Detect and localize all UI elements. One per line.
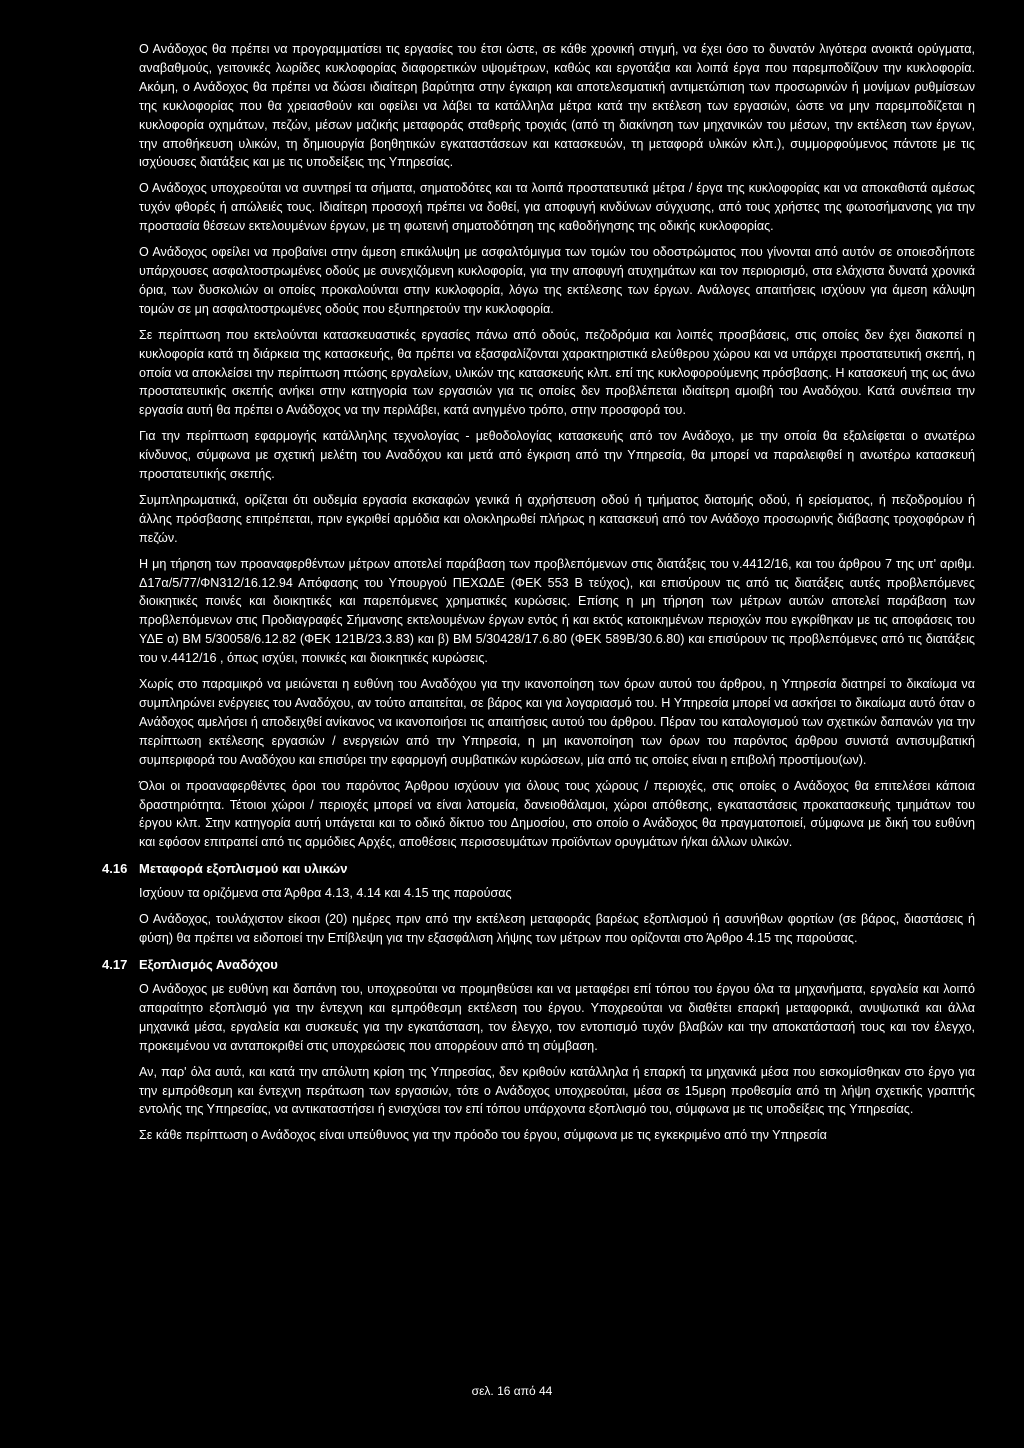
paragraph-asphalt-covering: Ο Ανάδοχος οφείλει να προβαίνει στην άμεση επικάλυψη με ασφαλτόμιγμα των τομών του οδοστρώματος που γίνονται από αυτόν σε οποιεσδήποτε υπάρχουσες ασφαλτοστρωμένες οδούς με συνεχιζόμενη κυκλοφορία, για την αποφυγή ατυχημάτων και τον περιορισμό, στα ελάχιστα δυνατά χρονικά όρια, των δυσκολιών οι οποίες προκαλούνται στην κυκλοφορία, λόγω της εκτέλεσης των έργων. Ανάλογες απαιτήσεις ισχύουν για άμεση κάλυψη τομών σε μη ασφαλτοστρωμένες οδούς που εξυπηρετούν την κυκλοφορία.: [139, 245, 975, 316]
paragraph-equipment-transport-rules: Ισχύουν τα οριζόμενα στα Άρθρα 4.13, 4.14 και 4.15 της παρούσας: [139, 886, 512, 901]
section-title: Μεταφορά εξοπλισμού και υλικών: [139, 861, 348, 877]
paragraph-equipment-replacement: Αν, παρ' όλα αυτά, και κατά την απόλυτη κρίση της Υπηρεσίας, δεν κριθούν κατάλληλα ή επαρκή τα μηχανικά μέσα που εισκομίσθηκαν στο έργο για την εμπρόθεσμη και έντεχνη περάτωση των εργασιών, τότε ο Ανάδοχος υποχρεούται, μέσα σε 15μερη προθεσμία από τη λήψη σχετικής γραπτής εντολής της Υπηρεσίας, να αντικαταστήσει ή ενισχύσει τον επί τόπου υπάρχοντα εξοπλισμό του, σύμφωνα με τις υποδείξεις της Υπηρεσίας.: [139, 1064, 975, 1117]
paragraph-progress-responsibility: Σε κάθε περίπτωση ο Ανάδοχος είναι υπεύθυνος για την πρόοδο του έργου, σύμφωνα με τις εγκεκριμένο από την Υπηρεσία: [139, 1128, 827, 1143]
section-heading-416: [102, 859, 975, 878]
paragraph-traffic-planning: Ο Ανάδοχος θα πρέπει να προγραμματίσει τις εργασίες του έτσι ώστε, σε κάθε χρονική στιγμή, να έχει όσο το δυνατόν λιγότερα ανοικτά ορύγματα, αναβαθμούς, γειτονικές λωρίδες κυκλοφορίας διαφορετικών υψομέτρων, καθώς και εργοτάξια και λοιπά έργα που παρεμποδίζουν την κυκλοφορία. Ακόμη, ο Ανάδοχος θα πρέπει να δώσει ιδιαίτερη βαρύτητα στην έγκαιρη και αποτελεσματική αντιμετώπιση των προσωρινών ή μονίμων ρυθμίσεων της κυκλοφορίας που θα χρειασθούν και οφείλει να λάβει τα κατάλληλα μέτρα κατά την εκτέλεση των εργασιών, ώστε να μην παρεμποδίζεται η κυκλοφορία οχημάτων, πεζών, μέσων μαζικής μεταφοράς σταθερής τροχιάς (από τη διακίνηση των μηχανικών του μέσων, την εκτέλεση των έργων, την αποθήκευση υλικών, τη δημιουργία βοηθητικών εγκαταστάσεων και κατασκευών, τη μεταφορά υλικών κλπ.), συμμορφούμενος πάντοτε με τις ισχύουσες διατάξεις και με τις υποδείξεις της Υπηρεσίας.: [139, 42, 975, 170]
paragraph-heavy-load-notice: Ο Ανάδοχος, τουλάχιστον είκοσι (20) ημέρες πριν από την εκτέλεση μεταφοράς βαρέως εξοπλισμού ή ασυνήθων φορτίων (σε βάρος, διαστάσεις ή φύση) θα πρέπει να ειδοποιεί την Επίβλεψη για την εξασφάλιση λήψης των μέτρων που ορίζονται στο Άρθρο 4.15 της παρούσας.: [139, 912, 975, 946]
section-heading-417: [102, 955, 975, 974]
section-number: 4.17: [102, 956, 128, 972]
paragraph-signal-maintenance: Ο Ανάδοχος υποχρεούται να συντηρεί τα σήματα, σηματοδότες και τα λοιπά προστατευτικά μέτρα / έργα της κυκλοφορίας και να αποκαθιστά αμέσως τυχόν φθορές ή απώλειές τους. Ιδιαίτερη προσοχή πρέπει να δοθεί, για αποφυγή κινδύνων σύγχυσης, από τους χρήστες της φωτοσήμανσης για την προστασία θέσεων εκτελουμένων έργων, με τη φωτεινή σηματοδότηση της καθοδήγησης της οδικής κυκλοφορίας.: [139, 181, 975, 234]
page-content: [102, 40, 975, 1152]
paragraph-protective-canopy: Σε περίπτωση που εκτελούνται κατασκευαστικές εργασίες πάνω από οδούς, πεζοδρόμια και λοιπές προσβάσεις, στις οποίες δεν έχει διακοπεί η κυκλοφορία κατά τη διάρκεια της κατασκευής, θα πρέπει να εξασφαλίζονται χαρακτηριστικά ελεύθερου χώρου και να υπάρχει προστατευτική σκεπή, η οποία να αποκλείσει την περίπτωση πτώσης εργαλείων, υλικών της κατασκευής κλπ. επί της κυκλοφορούμενης πρόσβασης. Η κατασκευή της ως άνω προστατευτικής σκεπής ανήκει στην κατηγορία των εργασιών για τις οποίες δεν προβλέπεται ιδιαίτερη αμοιβή του Αναδόχου. Κατά συνέπεια την εργασία αυτή θα πρέπει ο Ανάδοχος να την περιλάβει, κατά ανηγμένο τρόπο, στην προσφορά του.: [139, 327, 975, 418]
page-number: σελ. 16 από 44: [471, 1384, 553, 1398]
paragraph-technology-alternative: Για την περίπτωση εφαρμογής κατάλληλης τεχνολογίας - μεθοδολογίας κατασκευής από τον Ανάδοχο, με την οποία θα εξαλείφεται ο ανωτέρω κίνδυνος, σύμφωνα με σχετική μελέτη του Αναδόχου και μετά από έγκριση από την Υπηρεσία, θα μπορεί να παραλειφθεί η ανωτέρω κατασκευή προστατευτικής σκεπής.: [139, 429, 975, 482]
section-number: 4.16: [102, 861, 128, 877]
paragraph-applicable-areas: Όλοι οι προαναφερθέντες όροι του παρόντος Άρθρου ισχύουν για όλους τους χώρους / περιοχές, στις οποίες ο Ανάδοχος θα επιτελέσει κάποια δραστηριότητα. Τέτοιοι χώροι / περιοχές μπορεί να είναι λατομεία, δανειοθάλαμοι, χώροι απόθεσης, εγκαταστάσεις προκατασκευής τμημάτων του έργου κλπ. Στην κατηγορία αυτή υπάγεται και το οδικό δίκτυο του Δημοσίου, στο οποίο ο Ανάδοχος θα πραγματοποιεί, σύμφωνα με δική του ευθύνη και εφόσον επιτραπεί από τις αρμόδιες Αρχές, αποθέσεις περισσευμάτων προϊόντων ορυγμάτων ή/και άλλων υλικών.: [139, 778, 975, 850]
paragraph-service-rights: Χωρίς στο παραμικρό να μειώνεται η ευθύνη του Αναδόχου για την ικανοποίηση των όρων αυτού του άρθρου, η Υπηρεσία διατηρεί το δικαίωμα να συμπληρώνει ενέργειες του Αναδόχου, αν τούτο απαιτείται, σε βάρος και για λογαριασμό του. Η Υπηρεσία μπορεί να ασκήσει το δικαίωμα αυτό όταν ο Ανάδοχος αμελήσει ή αποδειχθεί ανίκανος να ικανοποιήσει τις απαιτήσεις αυτού του άρθρου. Πέραν του καταλογισμού των σχετικών δαπανών για την περίπτωση εκτέλεσης εργασιών / ενεργειών από την Υπηρεσία, η μη ικανοποίηση των όρων του παρόντος άρθρου συνιστά αντισυμβατική συμπεριφορά του Αναδόχου και επισύρει την εφαρμογή συμβατικών κυρώσεων, μία από τις οποίες είναι η επιβολή προστίμου(ων).: [139, 677, 975, 767]
paragraph-temporary-crossing: Συμπληρωματικά, ορίζεται ότι ουδεμία εργασία εκσκαφών γενικά ή αχρήστευση οδού ή τμήματος διατομής οδού, ή ερείσματος, ή πεζοδρομίου ή άλλης πρόσβασης επιτρέπεται, πριν εγκριθεί αρμόδια και ολοκληρωθεί πλήρως η κατασκευή από τον Ανάδοχο προσωρινής διάβασης τροχοφόρων ή πεζών.: [139, 492, 975, 545]
paragraph-contractor-equipment: Ο Ανάδοχος με ευθύνη και δαπάνη του, υποχρεούται να προμηθεύσει και να μεταφέρει επί τόπου του έργου όλα τα μηχανήματα, εργαλεία και λοιπό απαραίτητο εξοπλισμό για την έντεχνη και εμπρόθεσμη εκτέλεση του έργου. Υποχρεούται να διαθέτει επαρκή μεταφορικά, ανυψωτικά και άλλα μηχανικά μέσα, εργαλεία και συσκευές για την εγκατάσταση, τον έλεγχο, τον εντοπισμό τυχόν βλαβών και την αποκατάστασή τους και τον έλεγχο, προκειμένου να ανταποκριθεί στις υποχρεώσεις που απορρέουν από τη σύμβαση.: [139, 981, 975, 1053]
paragraph-penalties: Η μη τήρηση των προαναφερθέντων μέτρων αποτελεί παράβαση των προβλεπόμενων στις διατάξεις του ν.4412/16, και του άρθρου 7 της υπ' αριθμ. Δ17α/5/77/ΦΝ312/16.12.94 Απόφασης του Υπουργού ΠΕΧΩΔΕ (ΦΕΚ 553 Β τεύχος), και επισύρουν τις από τις διατάξεις αυτές προβλεπόμενες διοικητικές ποινές και διοικητικές και παρεπόμενες χρηματικές κυρώσεις. Επίσης η μη τήρηση των μέτρων αυτών αποτελεί παράβαση των προβλεπόμενων στις Προδιαγραφές Σήμανσης εκτελουμένων έργων εντός ή και εκτός κατοικημένων περιοχών που εγκρίθηκαν με τις αποφάσεις του ΥΔΕ α) ΒΜ 5/30058/6.12.82 (ΦΕΚ 121Β/23.3.83) και β) ΒΜ 5/30428/17.6.80 (ΦΕΚ 589Β/30.6.80) και επισύρουν τις προβλεπόμενες από τις διατάξεις του ν.4412/16 , όπως ισχύει, ποινικές και διοικητικές κυρώσεις.: [139, 556, 975, 666]
section-title: Εξοπλισμός Αναδόχου: [139, 956, 278, 972]
